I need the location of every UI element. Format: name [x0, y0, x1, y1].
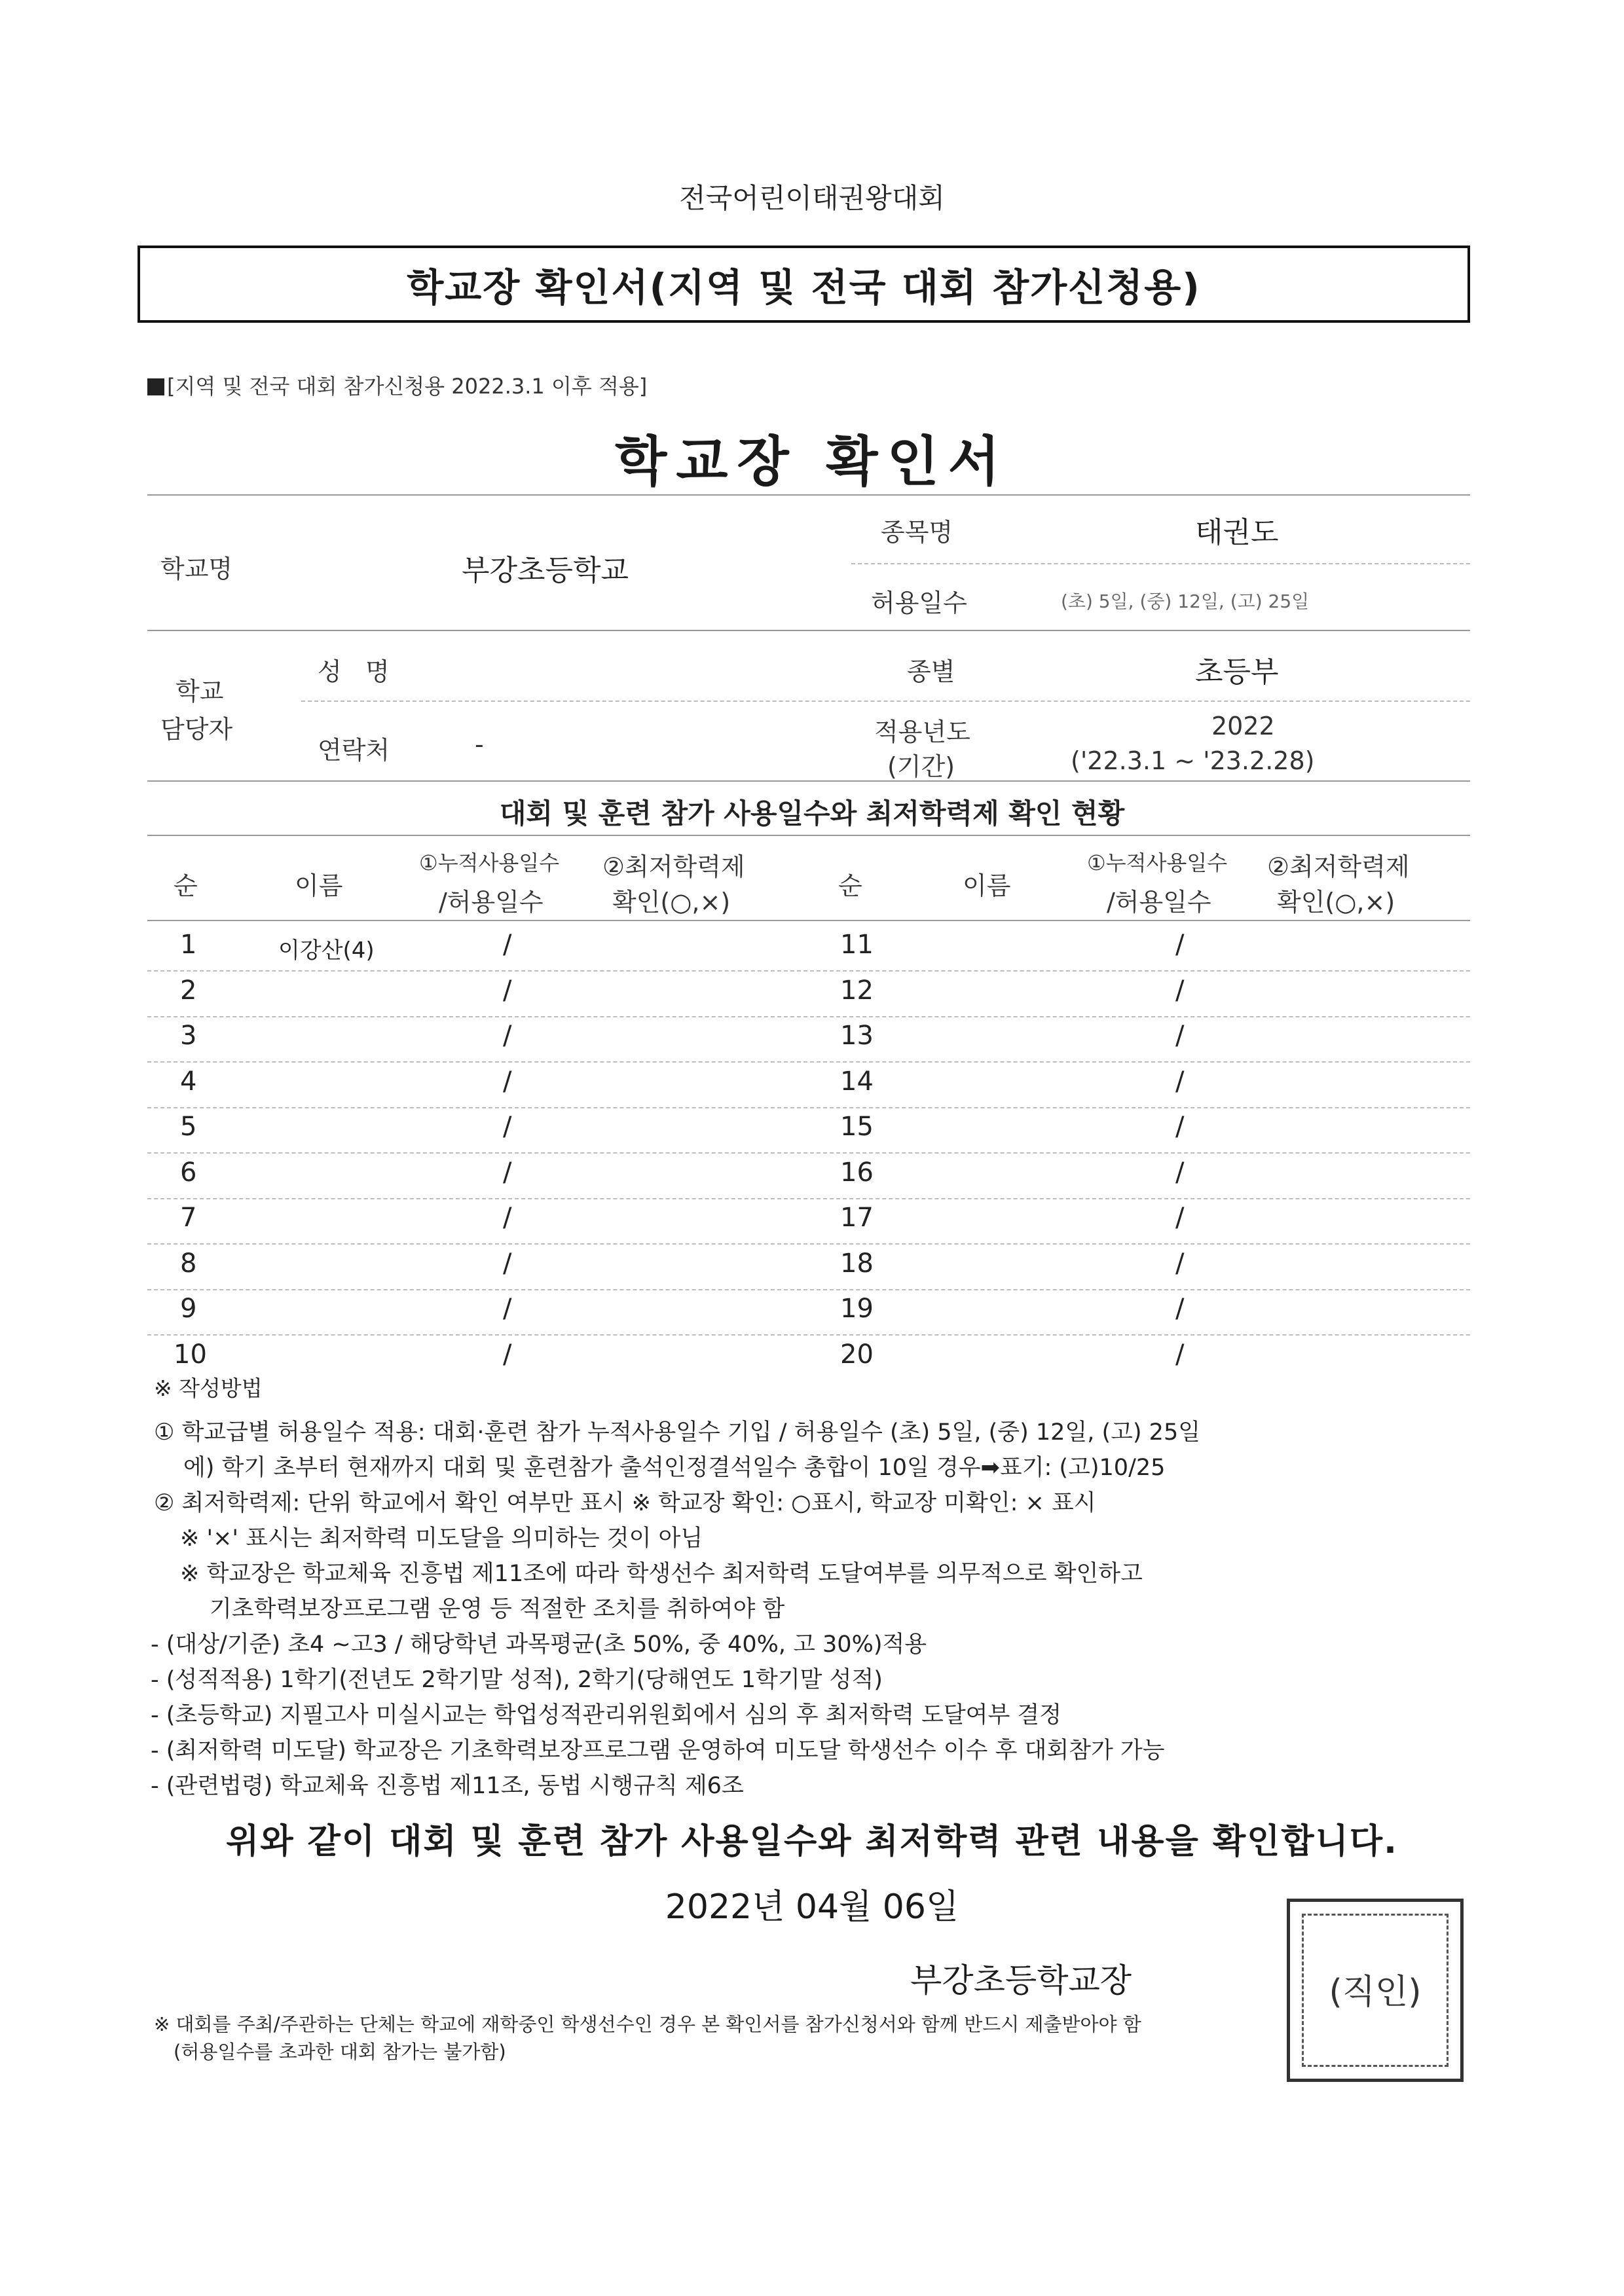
notice [147, 370, 647, 400]
row-divider [147, 1334, 1470, 1336]
divider [147, 630, 1470, 631]
method-line: - (초등학교) 지필고사 미실시교는 학업성적관리위원회에서 심의 후 최저학력 도달여부 결정 [151, 1702, 1062, 1728]
divider [147, 494, 1470, 496]
footnote-1: ※ 대회를 주최/주관하는 단체는 학교에 재학중인 학생선수인 경우 본 확인서를 참가신청서와 함께 반드시 제출받아야 함 [154, 2013, 1141, 2035]
seal-text: (직인) [1329, 1973, 1422, 2012]
signer: 부강초등학교장 [910, 1961, 1132, 1999]
header-title-box [138, 246, 1470, 323]
row-number: 10 [174, 1339, 207, 1370]
date: 2022년 04월 06일 [665, 1887, 959, 1927]
row-number: 14 [840, 1066, 874, 1097]
row-divider [147, 1198, 1470, 1199]
row-divider [147, 1289, 1470, 1290]
days-slash: / [1175, 1066, 1185, 1097]
method-line: ② 최저학력제: 단위 학교에서 확인 여부만 표시 ※ 학교장 확인: ○표시, 학교장 미확인: × 표시 [154, 1490, 1096, 1516]
row-number: 20 [840, 1339, 874, 1370]
school-name-label: 학교명 [160, 555, 233, 583]
row-number: 12 [840, 975, 874, 1006]
method-line: - (대상/기준) 초4 ~고3 / 해당학년 과목평균(초 50%, 중 40%, 고 30%)적용 [151, 1631, 927, 1658]
contact-value: - [475, 730, 484, 759]
row-number: 19 [840, 1294, 874, 1324]
days-slash: / [503, 1066, 512, 1097]
allowed-days: (초) 5일, (중) 12일, (고) 25일 [1061, 591, 1310, 612]
method-line: - (성적적용) 1학기(전년도 2학기말 성적), 2학기(당해연도 1학기말 성적) [151, 1667, 883, 1693]
col-days-right-1: ①누적사용일수 [1087, 850, 1228, 875]
col-days-left-2: /허용일수 [439, 888, 544, 917]
manager-label-1: 학교 [175, 677, 224, 706]
year: 2022 [1211, 712, 1275, 740]
divider [147, 780, 1470, 782]
row-number: 17 [840, 1203, 874, 1233]
period: ('22.3.1 ~ '23.2.28) [1071, 746, 1315, 775]
header-title: 학교장 확인서(지역 및 전국 대회 참가신청용) [407, 265, 1201, 310]
footnote-2: (허용일수를 초과한 대회 참가는 불가함) [174, 2041, 506, 2063]
days-slash: / [1175, 1248, 1185, 1279]
category-label: 종별 [907, 657, 955, 686]
days-slash: / [503, 1203, 512, 1233]
days-slash: / [1175, 1203, 1185, 1233]
col-min-left-1: ②최저학력제 [602, 852, 745, 881]
method-line: ① 학교급별 허용일수 적용: 대회·훈련 참가 누적사용일수 기입 / 허용일수 (초) 5일, (중) 12일, (고) 25일 [154, 1419, 1201, 1446]
days-slash: / [503, 1248, 512, 1279]
days-slash: / [503, 930, 512, 960]
days-slash: / [1175, 1021, 1185, 1051]
col-no-right: 순 [838, 871, 862, 900]
year-label-2: (기간) [887, 752, 955, 781]
row-number: 6 [180, 1157, 197, 1188]
row-divider [147, 1243, 1470, 1245]
method-line: ※ 학교장은 학교체육 진흥법 제11조에 따라 학생선수 최저학력 도달여부를 의무적으로 확인하고 [180, 1561, 1143, 1587]
days-slash: / [1175, 975, 1185, 1006]
method-title: ※ 작성방법 [154, 1376, 263, 1401]
manager-label-2: 담당자 [160, 715, 233, 744]
divider [301, 701, 1470, 702]
method-line: ※ '×' 표시는 최저학력 미도달을 의미하는 것이 아님 [180, 1525, 703, 1552]
row-number: 13 [840, 1021, 874, 1051]
row-number: 15 [840, 1112, 874, 1142]
notice-text: [지역 및 전국 대회 참가신청용 2022.3.1 이후 적용] [167, 374, 648, 399]
col-min-right-1: ②최저학력제 [1267, 852, 1410, 881]
method-line: 에) 학기 초부터 현재까지 대회 및 훈련참가 출석인정결석일수 총합이 10일 경우➡표기: (고)10/25 [183, 1455, 1166, 1481]
row-number: 8 [180, 1248, 197, 1279]
days-slash: / [503, 1157, 512, 1188]
doc-title: 학교장 확인서 [615, 431, 1009, 493]
row-number: 11 [840, 930, 874, 960]
contact-label: 연락처 [318, 736, 390, 765]
confirm-text: 위와 같이 대회 및 훈련 참가 사용일수와 최저학력 관련 내용을 확인합니다. [226, 1822, 1398, 1861]
divider [851, 563, 1470, 564]
col-no-left: 순 [174, 871, 198, 900]
row-number: 5 [180, 1112, 197, 1142]
col-days-left-1: ①누적사용일수 [419, 850, 560, 875]
days-slash: / [1175, 1294, 1185, 1324]
days-slash: / [503, 1294, 512, 1324]
row-divider [147, 1016, 1470, 1017]
school-name: 부강초등학교 [462, 554, 629, 587]
row-number: 3 [180, 1021, 197, 1051]
days-slash: / [1175, 1112, 1185, 1142]
method-line: - (최저학력 미도달) 학교장은 기초학력보장프로그램 운영하여 미도달 학생선수 이수 후 대회참가 가능 [151, 1738, 1165, 1764]
year-label-1: 적용년도 [874, 718, 970, 746]
student-name: 이강산(4) [278, 938, 375, 964]
row-divider [147, 970, 1470, 972]
sport: 태권도 [1195, 516, 1279, 549]
row-number: 2 [180, 975, 197, 1006]
row-divider [147, 1152, 1470, 1154]
method-line: - (관련법령) 학교체육 진흥법 제11조, 동법 시행규칙 제6조 [151, 1773, 744, 1799]
col-min-right-2: 확인(○,×) [1277, 888, 1395, 917]
row-divider [147, 1061, 1470, 1063]
col-min-left-2: 확인(○,×) [612, 888, 731, 917]
row-number: 7 [180, 1203, 197, 1233]
allowed-days-label: 허용일수 [871, 589, 967, 617]
col-name-right: 이름 [963, 871, 1011, 900]
days-slash: / [1175, 930, 1185, 960]
official-seal [1287, 1899, 1464, 2082]
name-label: 성 명 [318, 657, 390, 686]
row-number: 18 [840, 1248, 874, 1279]
category: 초등부 [1195, 655, 1279, 689]
days-slash: / [503, 975, 512, 1006]
divider [147, 920, 1470, 921]
days-slash: / [1175, 1339, 1185, 1370]
days-slash: / [503, 1339, 512, 1370]
days-slash: / [503, 1112, 512, 1142]
table-title: 대회 및 훈련 참가 사용일수와 최저학력제 확인 현황 [499, 797, 1125, 829]
row-number: 1 [180, 930, 197, 960]
method-line: 기초학력보장프로그램 운영 등 적절한 조치를 취하여야 함 [210, 1596, 785, 1622]
col-days-right-2: /허용일수 [1107, 888, 1211, 917]
days-slash: / [1175, 1157, 1185, 1188]
row-divider [147, 1107, 1470, 1108]
event-name: 전국어린이태권왕대회 [679, 182, 945, 214]
row-number: 16 [840, 1157, 874, 1188]
divider [147, 835, 1470, 836]
sport-label: 종목명 [881, 518, 953, 547]
row-number: 4 [180, 1066, 197, 1097]
days-slash: / [503, 1021, 512, 1051]
col-name-left: 이름 [295, 871, 343, 900]
square-bullet-icon [147, 378, 164, 395]
row-number: 9 [180, 1294, 197, 1324]
